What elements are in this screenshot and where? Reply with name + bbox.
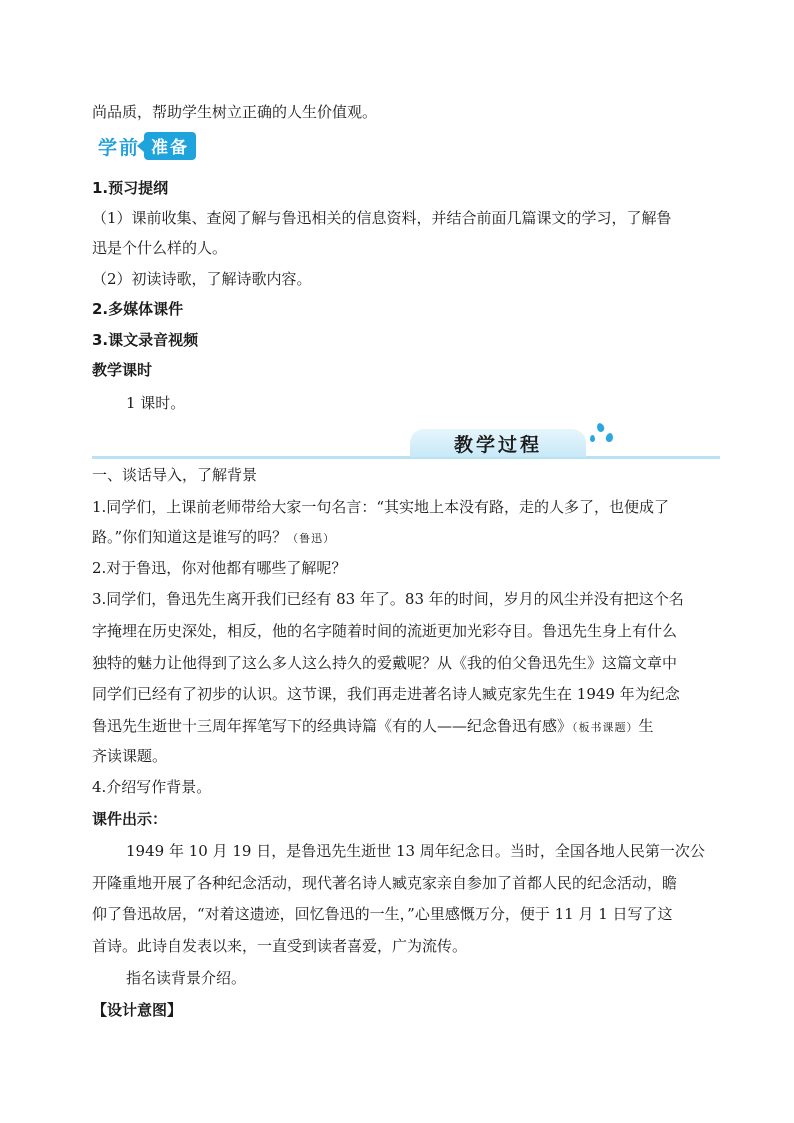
q3-line-e: 鲁迅先生逝世十三周年挥笔写下的经典诗篇《有的人——纪念鲁迅有感》（板书课题）生	[92, 717, 654, 735]
water-drop-icon	[590, 435, 595, 442]
banner-divider	[92, 456, 720, 459]
badge-left-text: 学前	[98, 136, 141, 159]
q2: 2.对于鲁迅，你对他都有哪些了解呢？	[92, 559, 347, 577]
q3-line-d: 同学们已经有了初步的认识。这节课，我们再走进著名诗人臧克家先生在 1949 年为纪念	[92, 685, 680, 703]
prep-item-1-line-a: （1）课前收集、查阅了解与鲁迅相关的信息资料，并结合前面几篇课文的学习，了解鲁	[92, 209, 672, 227]
prep-heading-2: 2.多媒体课件	[92, 300, 184, 318]
q3-line-b: 字掩埋在历史深处，相反，他的名字随着时间的流逝更加光彩夺目。鲁迅先生身上有什么	[92, 622, 678, 640]
badge-right-tag: 准备	[144, 132, 196, 160]
process-banner	[92, 421, 720, 461]
background-line-a: 1949 年 10 月 19 日，是鲁迅先生逝世 13 周年纪念日。当时，全国各地人民第一次公	[126, 842, 705, 860]
water-drop-icon	[605, 432, 614, 443]
prep-heading-1: 1.预习提纲	[92, 179, 169, 197]
q3-annotation: （板书课题）	[572, 721, 639, 734]
prep-heading-hours: 教学课时	[92, 361, 153, 379]
section-1-heading: 一、谈话导入，了解背景	[92, 466, 258, 484]
q1-line-a: 1.同学们，上课前老师带给大家一句名言：“其实地上本没有路，走的人多了，也便成了	[92, 498, 669, 516]
q3-line-a: 3.同学们，鲁迅先生离开我们已经有 83 年了。83 年的时间，岁月的风尘并没有把这个名	[92, 590, 684, 608]
water-drop-icon	[596, 422, 606, 433]
q1-annotation: （鲁迅）	[287, 532, 336, 545]
q1-line-b: 路。”你们知道这是谁写的吗？（鲁迅）	[92, 528, 336, 546]
prep-item-2: （2）初读诗歌，了解诗歌内容。	[92, 270, 312, 288]
prep-section-badge	[98, 133, 196, 159]
background-line-c: 仰了鲁迅故居，“对着这遗迹，回忆鲁迅的一生，”心里感慨万分，便于 11 月 1 日写了这	[92, 905, 673, 923]
background-line-d: 首诗。此诗自发表以来，一直受到读者喜爱，广为流传。	[92, 937, 468, 955]
banner-pill	[410, 429, 586, 457]
q3-line-f: 齐读课题。	[92, 747, 168, 765]
q3-line-c: 独特的魅力让他得到了这么多人这么持久的爱戴呢？从《我的伯父鲁迅先生》这篇文章中	[92, 654, 678, 672]
banner-title: 教学过程	[453, 433, 542, 456]
design-intent-heading: 【设计意图】	[92, 1001, 183, 1019]
q4: 4.介绍写作背景。	[92, 778, 212, 796]
prep-item-1-line-b: 迅是个什么样的人。	[92, 239, 228, 257]
intro-tail: 尚品质，帮助学生树立正确的人生价值观。	[92, 103, 378, 121]
read-aloud-instruction: 指名读背景介绍。	[126, 969, 247, 987]
prep-hours-value: 1 课时。	[126, 394, 186, 412]
ppt-label: 课件出示：	[92, 810, 168, 828]
background-line-b: 开隆重地开展了各种纪念活动，现代著名诗人臧克家亲自参加了首都人民的纪念活动，瞻	[92, 874, 678, 892]
prep-heading-3: 3.课文录音视频	[92, 331, 199, 349]
